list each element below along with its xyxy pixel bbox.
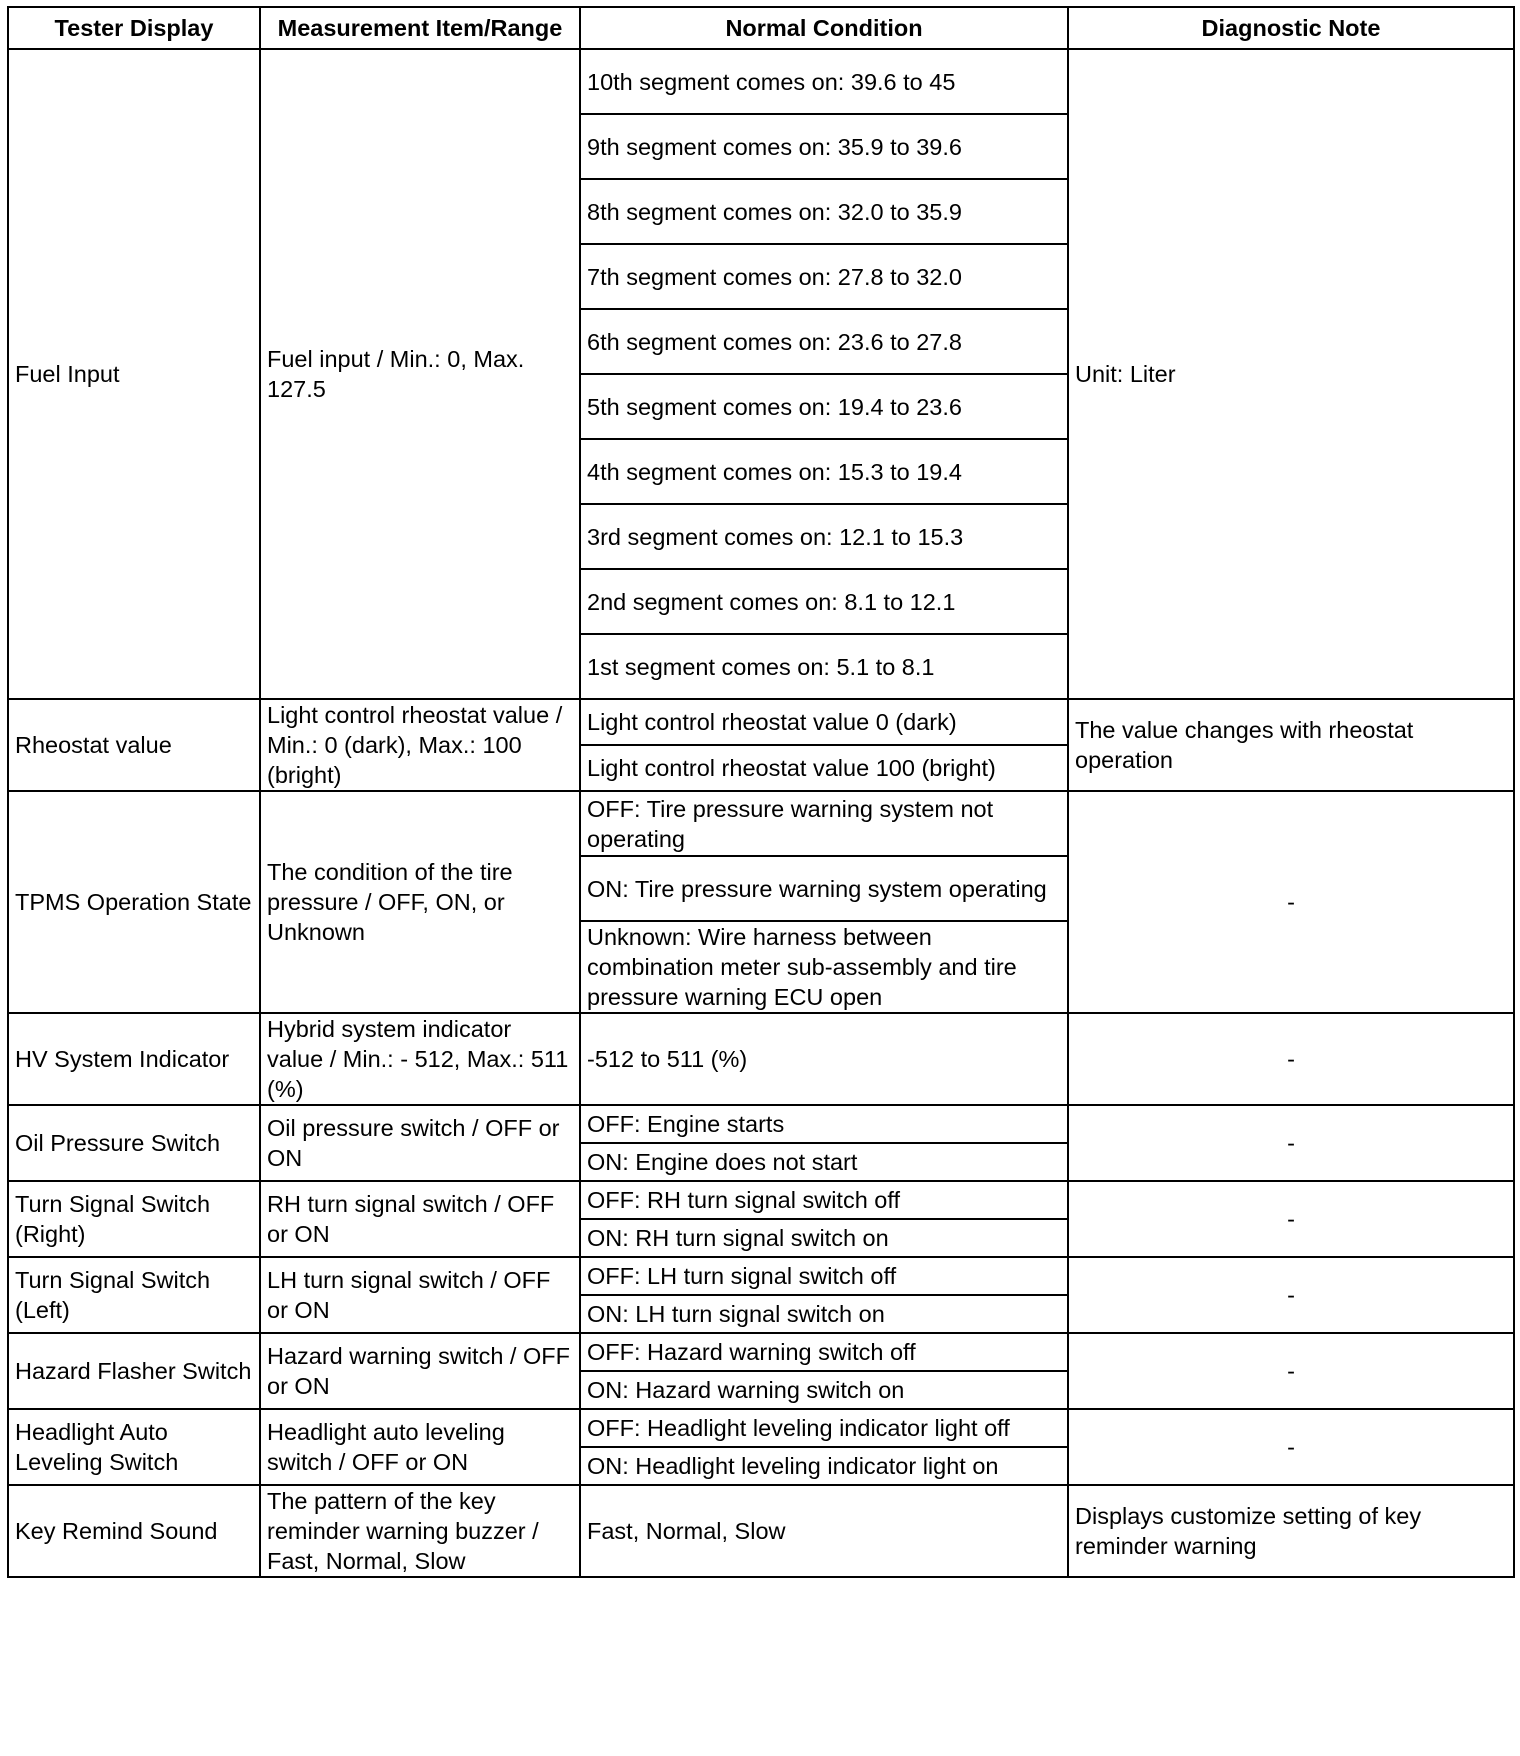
condition-cell: 7th segment comes on: 27.8 to 32.0: [580, 244, 1068, 309]
table-row: [8, 1013, 1514, 1105]
tester-display-cell: Key Remind Sound: [8, 1485, 260, 1577]
note-cell: -: [1068, 1257, 1514, 1333]
header-measurement-item: Measurement Item/Range: [260, 7, 580, 49]
measurement-cell: The pattern of the key reminder warning buzzer / Fast, Normal, Slow: [260, 1485, 580, 1577]
note-cell: -: [1068, 1013, 1514, 1105]
header-tester-display: Tester Display: [8, 7, 260, 49]
note-cell: -: [1068, 1409, 1514, 1485]
condition-cell: ON: RH turn signal switch on: [580, 1219, 1068, 1257]
note-cell: The value changes with rheostat operation: [1068, 699, 1514, 791]
note-cell: -: [1068, 1105, 1514, 1181]
tester-display-cell: Headlight Auto Leveling Switch: [8, 1409, 260, 1485]
condition-cell: 4th segment comes on: 15.3 to 19.4: [580, 439, 1068, 504]
table-row: [8, 1105, 1514, 1143]
measurement-cell: Hazard warning switch / OFF or ON: [260, 1333, 580, 1409]
condition-cell: 3rd segment comes on: 12.1 to 15.3: [580, 504, 1068, 569]
table-row: [8, 1333, 1514, 1371]
note-cell: -: [1068, 1333, 1514, 1409]
table-row: [8, 49, 1514, 114]
note-cell: -: [1068, 791, 1514, 1013]
condition-cell: 10th segment comes on: 39.6 to 45: [580, 49, 1068, 114]
condition-cell: OFF: LH turn signal switch off: [580, 1257, 1068, 1295]
note-cell: -: [1068, 1181, 1514, 1257]
condition-cell: Light control rheostat value 100 (bright): [580, 745, 1068, 791]
table-row: [8, 1409, 1514, 1447]
condition-cell: 1st segment comes on: 5.1 to 8.1: [580, 634, 1068, 699]
table-row: [8, 1257, 1514, 1295]
condition-cell: Unknown: Wire harness between combination meter sub-assembly and tire pressure warning ECU open: [580, 921, 1068, 1013]
note-cell: Displays customize setting of key reminder warning: [1068, 1485, 1514, 1577]
condition-cell: ON: LH turn signal switch on: [580, 1295, 1068, 1333]
tester-display-cell: Oil Pressure Switch: [8, 1105, 260, 1181]
condition-cell: 9th segment comes on: 35.9 to 39.6: [580, 114, 1068, 179]
condition-cell: OFF: Headlight leveling indicator light off: [580, 1409, 1068, 1447]
condition-cell: ON: Engine does not start: [580, 1143, 1068, 1181]
tester-display-cell: TPMS Operation State: [8, 791, 260, 1013]
measurement-cell: Light control rheostat value / Min.: 0 (dark), Max.: 100 (bright): [260, 699, 580, 791]
table-header-row: [8, 7, 1514, 49]
table-row: [8, 1485, 1514, 1577]
measurement-cell: The condition of the tire pressure / OFF, ON, or Unknown: [260, 791, 580, 1013]
condition-cell: ON: Hazard warning switch on: [580, 1371, 1068, 1409]
tester-display-cell: HV System Indicator: [8, 1013, 260, 1105]
measurement-cell: Fuel input / Min.: 0, Max. 127.5: [260, 49, 580, 699]
measurement-cell: Hybrid system indicator value / Min.: - 512, Max.: 511 (%): [260, 1013, 580, 1105]
tester-display-cell: Fuel Input: [8, 49, 260, 699]
condition-cell: OFF: Engine starts: [580, 1105, 1068, 1143]
tester-display-cell: Turn Signal Switch (Left): [8, 1257, 260, 1333]
tester-display-cell: Turn Signal Switch (Right): [8, 1181, 260, 1257]
condition-cell: -512 to 511 (%): [580, 1013, 1068, 1105]
table-row: [8, 699, 1514, 745]
measurement-cell: Oil pressure switch / OFF or ON: [260, 1105, 580, 1181]
data-monitor-table: [7, 6, 1515, 1578]
table-row: [8, 1181, 1514, 1219]
tester-display-cell: Hazard Flasher Switch: [8, 1333, 260, 1409]
header-diagnostic-note: Diagnostic Note: [1068, 7, 1514, 49]
condition-cell: ON: Headlight leveling indicator light on: [580, 1447, 1068, 1485]
condition-cell: 5th segment comes on: 19.4 to 23.6: [580, 374, 1068, 439]
condition-cell: 6th segment comes on: 23.6 to 27.8: [580, 309, 1068, 374]
measurement-cell: LH turn signal switch / OFF or ON: [260, 1257, 580, 1333]
table-row: [8, 791, 1514, 856]
measurement-cell: Headlight auto leveling switch / OFF or ON: [260, 1409, 580, 1485]
condition-cell: OFF: Tire pressure warning system not operating: [580, 791, 1068, 856]
tester-display-cell: Rheostat value: [8, 699, 260, 791]
condition-cell: OFF: Hazard warning switch off: [580, 1333, 1068, 1371]
condition-cell: ON: Tire pressure warning system operating: [580, 856, 1068, 921]
condition-cell: 8th segment comes on: 32.0 to 35.9: [580, 179, 1068, 244]
condition-cell: OFF: RH turn signal switch off: [580, 1181, 1068, 1219]
note-cell: Unit: Liter: [1068, 49, 1514, 699]
condition-cell: Fast, Normal, Slow: [580, 1485, 1068, 1577]
condition-cell: Light control rheostat value 0 (dark): [580, 699, 1068, 745]
header-normal-condition: Normal Condition: [580, 7, 1068, 49]
condition-cell: 2nd segment comes on: 8.1 to 12.1: [580, 569, 1068, 634]
measurement-cell: RH turn signal switch / OFF or ON: [260, 1181, 580, 1257]
